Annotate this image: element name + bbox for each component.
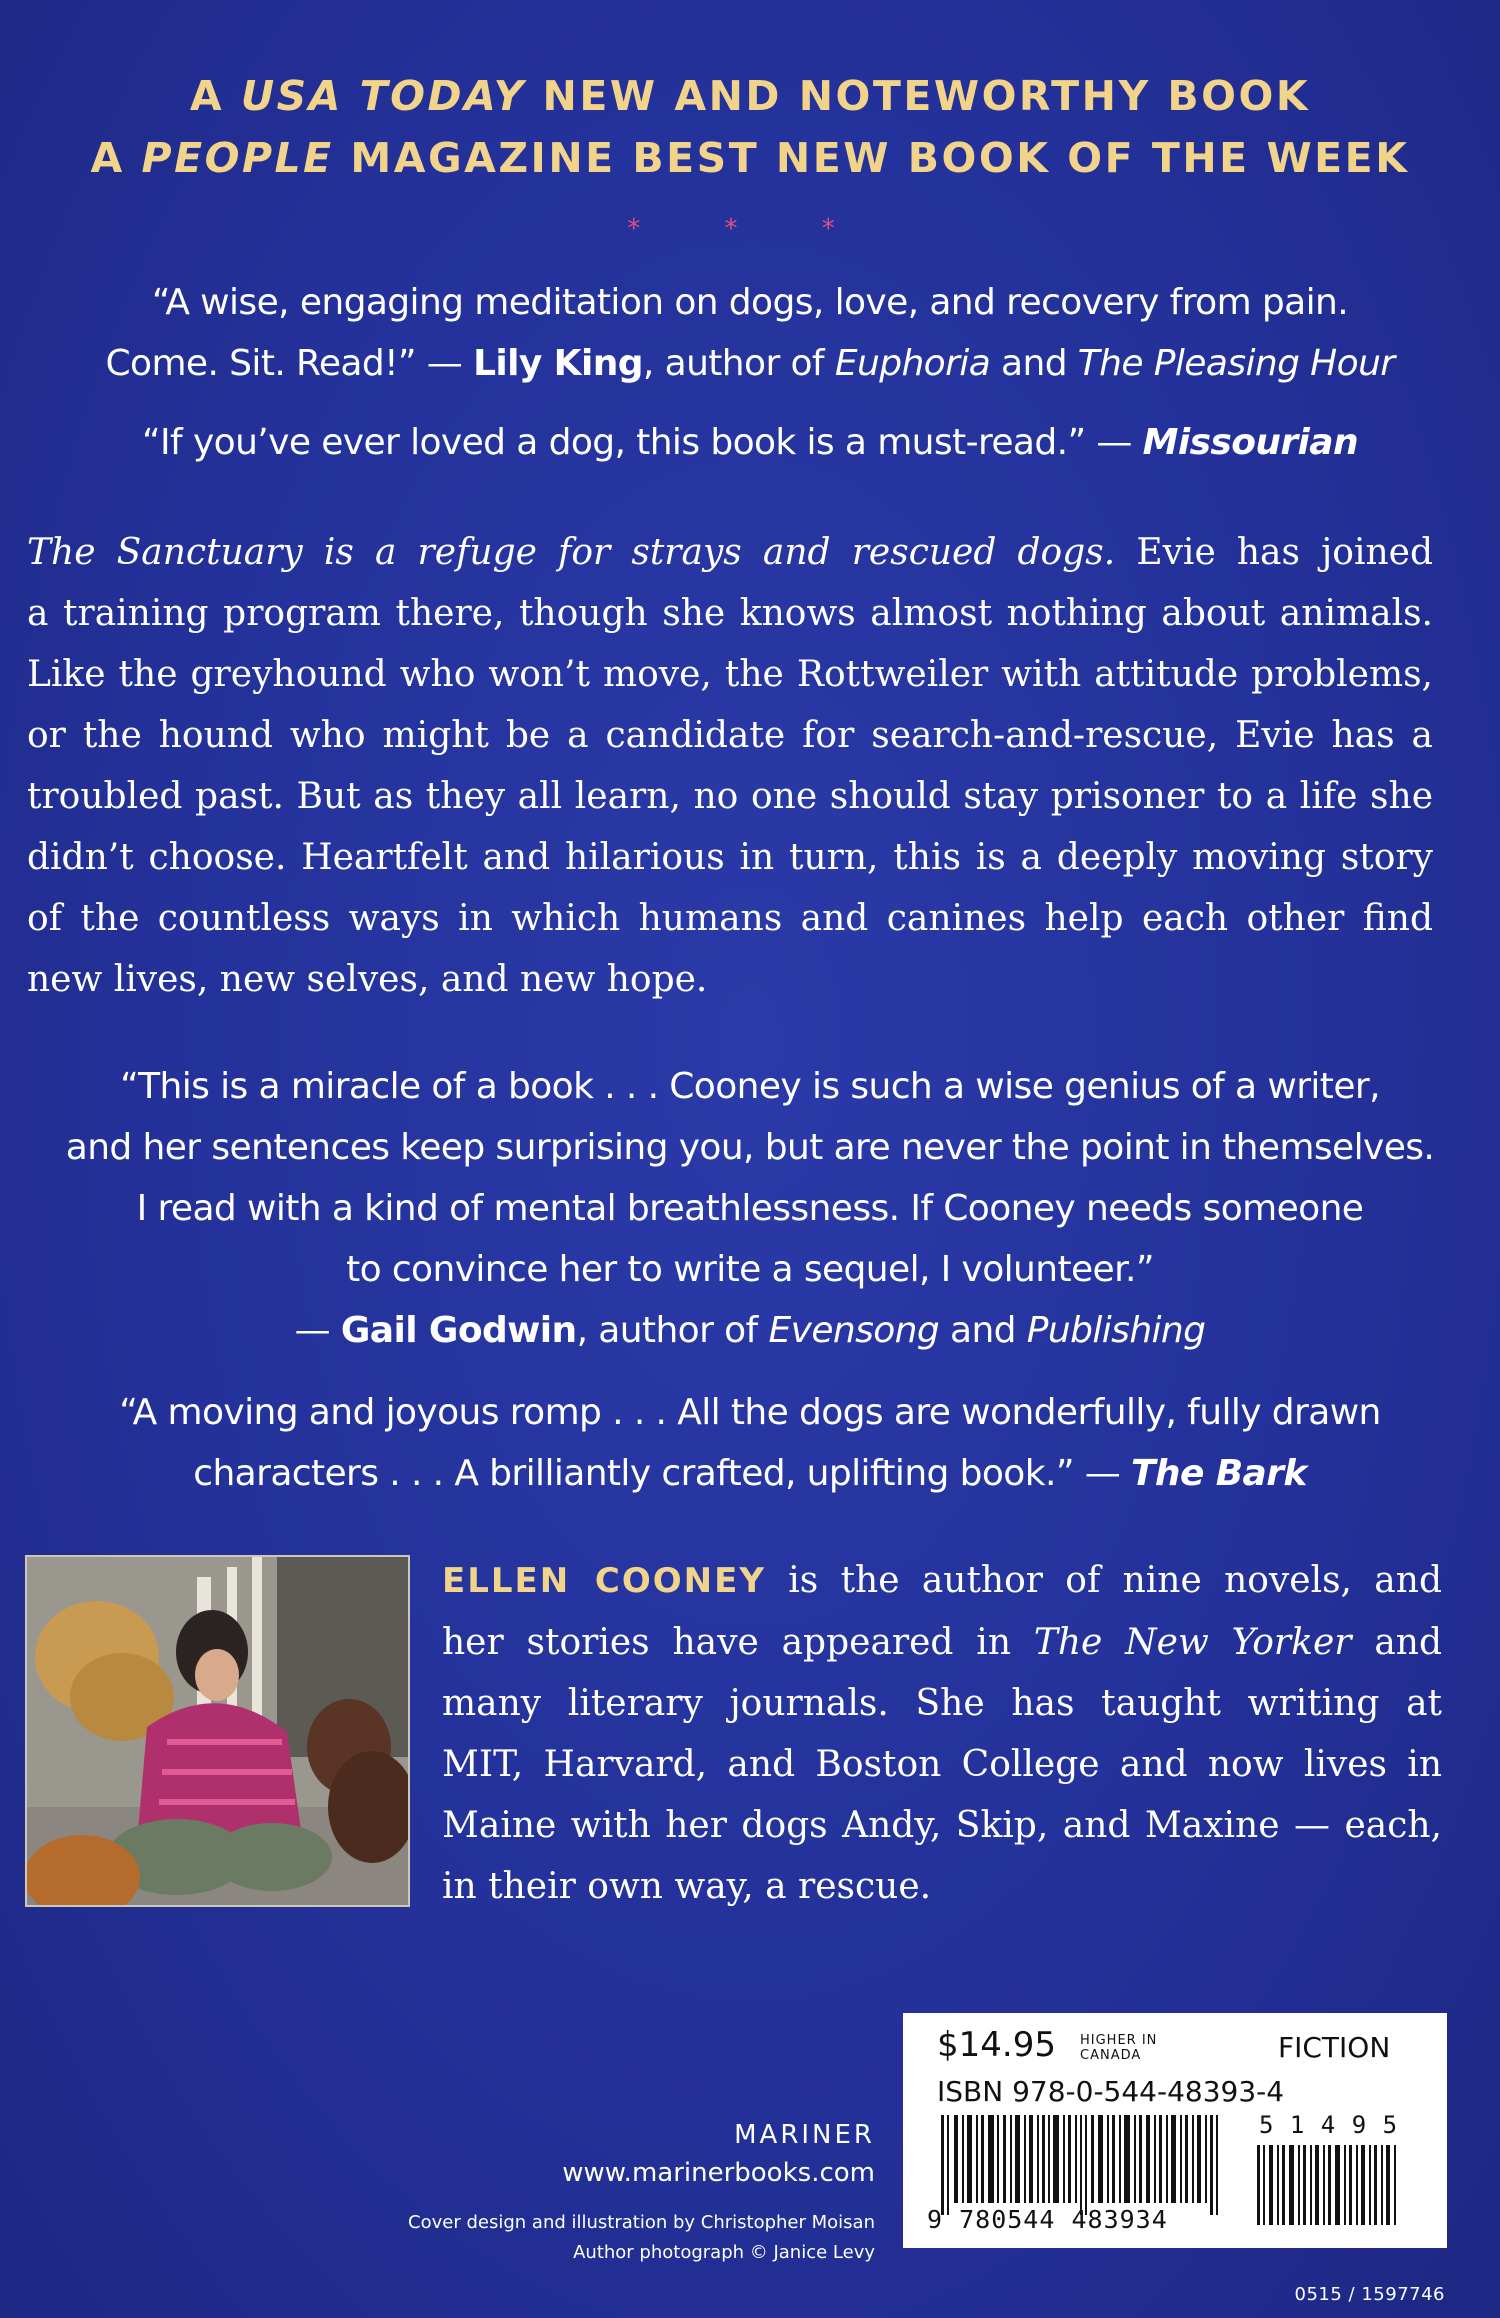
headline-people-em: PEOPLE — [141, 134, 334, 182]
quote-gail-godwin: “This is a miracle of a book . . . Cooney is such a wise genius of a writer, and her sentences keep surprising you, but are never the point in themselves. I read with a kind of mental breathlessness. If Cooney needs someone to convince her to write a sequel, I volunteer.” — Gail Godwin, author of Evensong and Publishing — [65, 1066, 1435, 1351]
author-name: ELLEN COONEY — [442, 1561, 766, 1601]
quote-missourian: “If you’ve ever loved a dog, this book is a must-read.” — Missourian — [141, 422, 1359, 463]
headline-usa-today: A USA TODAY NEW AND NOTEWORTHY BOOK — [189, 72, 1311, 120]
quote-the-bark: “A moving and joyous romp . . . All the dogs are wonderfully, fully drawn characters . . . A brilliantly crafted, uplifting book.” — The Bark — [119, 1392, 1381, 1494]
genre-label: FICTION — [1278, 2031, 1391, 2064]
book-description: The Sanctuary is a refuge for strays and rescued dogs. Evie has joined a training program there, though she knows almost nothing about animals. Like the greyhound who won’t move, the Rottweiler with attitude problems, or the hound who might be a candidate for search-and-rescue, Evie has a troubled past. But as they all learn, no one should stay prisoner to a life she didn’t choose. Heartfelt and hilarious in turn, this is a deeply moving story of the countless ways in which humans and canines help each other find new lives, new selves, and new hope. — [27, 532, 1433, 1000]
headline-people: A PEOPLE MAGAZINE BEST NEW BOOK OF THE WEEK — [90, 134, 1410, 182]
price: $14.95 — [937, 2025, 1056, 2065]
publisher-url[interactable]: www.marinerbooks.com — [562, 2158, 875, 2188]
addon-digits: 5 1 4 9 5 — [1259, 2111, 1399, 2139]
publisher-name: MARINER — [734, 2120, 875, 2150]
printer-code: 0515 / 1597746 — [1294, 2284, 1445, 2305]
photo-credit: Author photograph © Janice Levy — [573, 2242, 875, 2263]
quote-source: The Bark — [1130, 1453, 1307, 1494]
quote-source: Missourian — [1142, 422, 1359, 463]
headline-usa-today-em: USA TODAY — [240, 72, 526, 120]
ean-digits: 9 780544 483934 — [927, 2205, 1168, 2234]
cover-credit: Cover design and illustration by Christopher Moisan — [408, 2212, 875, 2233]
author-photo — [25, 1555, 410, 1907]
isbn: ISBN 978-0-544-48393-4 — [937, 2075, 1285, 2108]
star-divider: * * * — [627, 214, 873, 244]
barcode-label — [903, 2013, 1447, 2248]
author-bio: ELLEN COONEY is the author of nine novels, and her stories have appeared in The New Yorker and many literary journals. She has taught writing at MIT, Harvard, and Boston College and now lives in Maine with her dogs Andy, Skip, and Maxine — each, in their own way, a rescue. — [442, 1560, 1443, 1907]
quote-author: Gail Godwin — [340, 1310, 577, 1351]
price-note: HIGHER IN CANADA — [1080, 2033, 1158, 2063]
quote-author: Lily King — [473, 343, 643, 384]
author-photo-illustration — [27, 1557, 408, 1905]
quote-lily-king: “A wise, engaging meditation on dogs, love, and recovery from pain. Come. Sit. Read!” — Lily King, author of Euphoria and The Pleasing Hour — [105, 282, 1395, 384]
